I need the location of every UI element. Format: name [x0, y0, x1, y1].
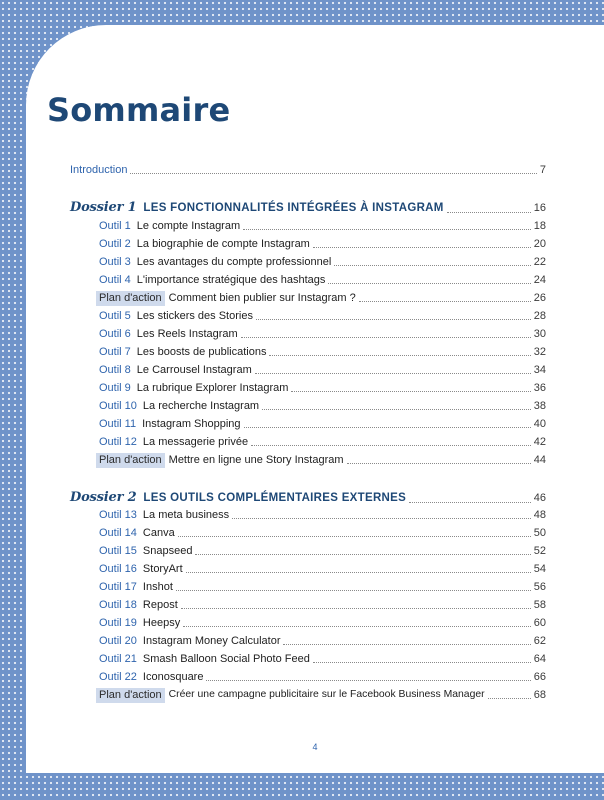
- toc-entry-text: Les boosts de publications: [136, 346, 267, 358]
- dot-leader: [262, 409, 531, 410]
- toc-entry[interactable]: [99, 561, 546, 577]
- toc-entry-label: Outil 13: [99, 509, 137, 521]
- toc-page-number: 18: [533, 220, 546, 232]
- toc-entry-text: Le Carrousel Instagram: [136, 364, 252, 376]
- dot-leader: [195, 554, 530, 555]
- toc-entry-label: Outil 5: [99, 310, 131, 322]
- dossier-title: LES FONCTIONNALITÉS INTÉGRÉES À INSTAGRAM: [143, 202, 444, 214]
- toc-page-number: 68: [533, 689, 546, 701]
- toc-entry-label: Outil 6: [99, 328, 131, 340]
- toc-entry-text: La rubrique Explorer Instagram: [136, 382, 289, 394]
- plan-action-badge: Plan d'action: [96, 688, 165, 703]
- toc-entry-text: Créer une campagne publicitaire sur le Facebook Business Manager: [168, 689, 485, 700]
- toc-entry-text: Iconosquare: [142, 671, 204, 683]
- toc-entry-label: Outil 4: [99, 274, 131, 286]
- toc-page-number: 7: [539, 164, 546, 176]
- toc-entry[interactable]: [99, 525, 546, 541]
- dot-leader: [291, 391, 530, 392]
- toc-entry-label: Outil 10: [99, 400, 137, 412]
- toc-entry-text: Les Reels Instagram: [136, 328, 238, 340]
- toc-entry-plan-action[interactable]: [99, 452, 546, 468]
- toc-entry[interactable]: [99, 380, 546, 396]
- toc-entry[interactable]: [99, 344, 546, 360]
- toc-entry[interactable]: [99, 362, 546, 378]
- toc-entry-text: Instagram Shopping: [142, 418, 241, 430]
- toc-entry-introduction[interactable]: [70, 162, 546, 178]
- toc-entry-text: Comment bien publier sur Instagram ?: [168, 292, 356, 304]
- toc-page-number: 40: [533, 418, 546, 430]
- dossier-label: Dossier 2: [70, 490, 137, 505]
- dot-leader: [178, 536, 531, 537]
- toc-entry[interactable]: [99, 236, 546, 252]
- toc-entry-label: Outil 22: [99, 671, 137, 683]
- toc-entry-label: Outil 19: [99, 617, 137, 629]
- toc-page-number: 42: [533, 436, 546, 448]
- toc-page-number: 24: [533, 274, 546, 286]
- toc-page-number: 22: [533, 256, 546, 268]
- toc-entry-text: Inshot: [142, 581, 173, 593]
- toc-page-number: 54: [533, 563, 546, 575]
- toc-page-number: 66: [533, 671, 546, 683]
- toc-page-number: 32: [533, 346, 546, 358]
- dot-leader: [269, 355, 530, 356]
- toc-entry[interactable]: [99, 597, 546, 613]
- toc-entry[interactable]: [99, 326, 546, 342]
- toc-entry-label: Outil 12: [99, 436, 137, 448]
- dot-leader: [255, 373, 531, 374]
- toc-page-number: 58: [533, 599, 546, 611]
- toc-entry[interactable]: [99, 254, 546, 270]
- toc-page-number: 36: [533, 382, 546, 394]
- dot-leader: [241, 337, 531, 338]
- toc-dossier-heading[interactable]: [70, 199, 546, 217]
- dot-leader: [488, 698, 531, 699]
- toc-entry-text: Les avantages du compte professionnel: [136, 256, 332, 268]
- dossier-title: LES OUTILS COMPLÉMENTAIRES EXTERNES: [143, 492, 407, 504]
- toc-entry-plan-action[interactable]: [99, 687, 546, 703]
- toc-page-number: 56: [533, 581, 546, 593]
- toc-page-number: 30: [533, 328, 546, 340]
- page-title: Sommaire: [47, 91, 231, 129]
- dot-leader: [181, 608, 531, 609]
- toc-entry[interactable]: [99, 615, 546, 631]
- toc-entry[interactable]: [99, 308, 546, 324]
- toc-entry[interactable]: [99, 669, 546, 685]
- table-of-contents: [26, 25, 604, 773]
- toc-entry[interactable]: [99, 434, 546, 450]
- dot-leader: [283, 644, 530, 645]
- dot-leader: [130, 173, 536, 174]
- toc-page-number: 34: [533, 364, 546, 376]
- toc-entry-text: Smash Balloon Social Photo Feed: [142, 653, 310, 665]
- toc-entry-text: Mettre en ligne une Story Instagram: [168, 454, 344, 466]
- toc-page-number: 64: [533, 653, 546, 665]
- toc-dossier-heading[interactable]: [70, 489, 546, 507]
- toc-entry[interactable]: [99, 579, 546, 595]
- toc-entry-label: Outil 3: [99, 256, 131, 268]
- toc-entry-text: La meta business: [142, 509, 230, 521]
- toc-entry[interactable]: [99, 633, 546, 649]
- toc-page-number: 50: [533, 527, 546, 539]
- dot-leader: [328, 283, 530, 284]
- dot-leader: [447, 212, 531, 213]
- toc-entry-text: Les stickers des Stories: [136, 310, 253, 322]
- toc-entry-text: Snapseed: [142, 545, 193, 557]
- dot-leader: [232, 518, 531, 519]
- toc-entry-text: Introduction: [70, 164, 128, 176]
- dot-leader: [313, 247, 531, 248]
- toc-entry-text: La messagerie privée: [142, 436, 249, 448]
- toc-page-number: 62: [533, 635, 546, 647]
- dossier-label: Dossier 1: [70, 200, 137, 215]
- dot-leader: [206, 680, 530, 681]
- toc-entry-text: Instagram Money Calculator: [142, 635, 281, 647]
- toc-entry[interactable]: [99, 507, 546, 523]
- toc-entry-label: Outil 15: [99, 545, 137, 557]
- page-number: 4: [312, 742, 318, 752]
- toc-entry-text: Repost: [142, 599, 178, 611]
- toc-entry-label: Outil 9: [99, 382, 131, 394]
- toc-entry-text: StoryArt: [142, 563, 183, 575]
- toc-page-number: 46: [533, 492, 546, 504]
- dot-leader: [347, 463, 531, 464]
- toc-page-number: 60: [533, 617, 546, 629]
- toc-entry-label: Outil 14: [99, 527, 137, 539]
- toc-entry-label: Outil 20: [99, 635, 137, 647]
- dot-leader: [244, 427, 531, 428]
- dot-leader: [183, 626, 531, 627]
- toc-entry-label: Outil 11: [99, 418, 137, 430]
- toc-entry-text: Heepsy: [142, 617, 181, 629]
- toc-entry-text: La recherche Instagram: [142, 400, 260, 412]
- dot-leader: [251, 445, 531, 446]
- dot-leader: [256, 319, 531, 320]
- toc-entry-text: L'importance stratégique des hashtags: [136, 274, 326, 286]
- toc-page-number: 44: [533, 454, 546, 466]
- toc-entry-label: Outil 8: [99, 364, 131, 376]
- toc-entry[interactable]: [99, 416, 546, 432]
- dot-leader: [409, 502, 531, 503]
- dot-leader: [359, 301, 531, 302]
- toc-entry[interactable]: [99, 651, 546, 667]
- dot-leader: [186, 572, 531, 573]
- toc-page-number: 20: [533, 238, 546, 250]
- dot-leader: [313, 662, 531, 663]
- toc-entry[interactable]: [99, 398, 546, 414]
- document-page: [26, 25, 604, 773]
- toc-entry-label: Outil 21: [99, 653, 137, 665]
- toc-entry[interactable]: [99, 543, 546, 559]
- toc-page-number: 52: [533, 545, 546, 557]
- toc-entry-text: Le compte Instagram: [136, 220, 241, 232]
- toc-entry[interactable]: [99, 218, 546, 234]
- toc-entry-label: Outil 1: [99, 220, 131, 232]
- dot-leader: [334, 265, 530, 266]
- toc-entry-label: Outil 7: [99, 346, 131, 358]
- toc-page-number: 28: [533, 310, 546, 322]
- toc-entry-text: La biographie de compte Instagram: [136, 238, 310, 250]
- dot-leader: [243, 229, 531, 230]
- toc-entry-text: Canva: [142, 527, 175, 539]
- toc-entry-label: Outil 17: [99, 581, 137, 593]
- toc-entry-label: Outil 2: [99, 238, 131, 250]
- toc-page-number: 48: [533, 509, 546, 521]
- plan-action-badge: Plan d'action: [96, 453, 165, 468]
- toc-page-number: 16: [533, 202, 546, 214]
- toc-entry-label: Outil 18: [99, 599, 137, 611]
- plan-action-badge: Plan d'action: [96, 291, 165, 306]
- toc-page-number: 26: [533, 292, 546, 304]
- toc-entry-label: Outil 16: [99, 563, 137, 575]
- dot-leader: [176, 590, 531, 591]
- toc-entry-plan-action[interactable]: [99, 290, 546, 306]
- toc-page-number: 38: [533, 400, 546, 412]
- toc-entry[interactable]: [99, 272, 546, 288]
